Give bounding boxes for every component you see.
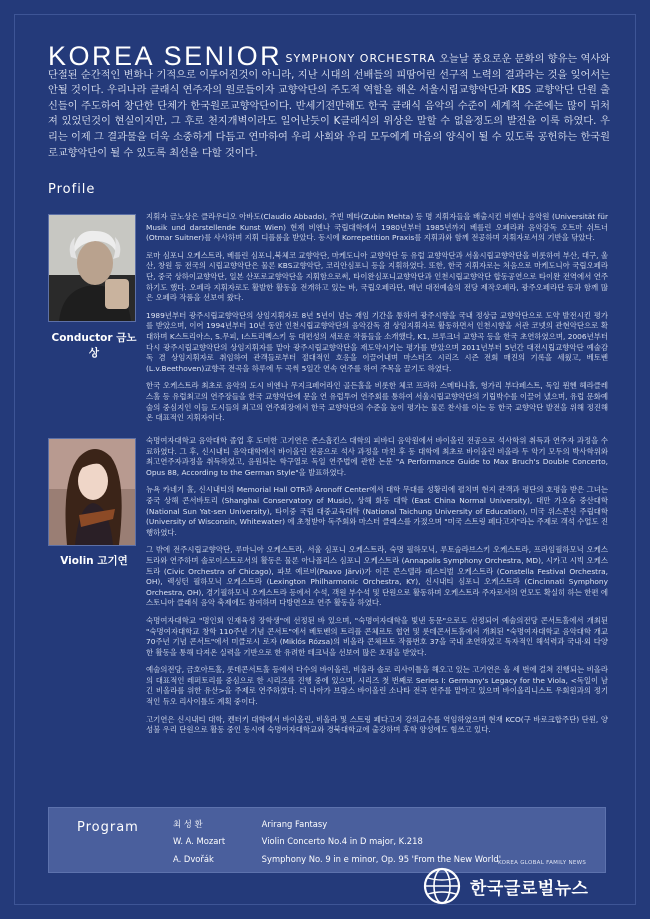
bio-paragraph: 예술의전당, 금호아트홀, 롯데콘서트홀 등에서 다수의 바이올린, 비올라 솔로 리사이틀을 해오고 있는 고기연은 올 세 번에 걸쳐 진행되는 비올라의 대표적인 레퍼토리를 중심으로 한 시리즈를 진행 중에 있으며, 시리즈 첫 번째로 Series I: Germany's Legacy for the Viola, <독일이 남긴 비올라를 위한 유산>을 주제로 연주하였다. 더 나아가 브람스 바이올린 소나타 전곡 연주를 맡아고 있으며 바이올리니스트 우회원과의 정기적인 듀오 리사이틀도 계획 중이다. bbox=[146, 665, 608, 707]
bio-paragraph: 숙명여자대학교 "명인회 인재육성 장학생"에 선정된 바 있으며, "숙명여자대학을 빛낸 동문"으로도 선정되어 예술의전당 콘서트홀에서 개최된 "숙명여자대학교 창학 110주년 기념 콘서트"에서 베토벤의 트리플 콘체르토 협연 및 롯데콘서트홀에서 개최된 "숙명여자대학교 음악대학 개교 70주년 기념 콘서트"에서 미클로시 로자 (Miklós Rózsa)의 비올라 콘체르토 작품번호 37을 국내 초연하였고 독자적인 해석력과 국내·외 다양한 활동을 통해 다져온 실력을 기반으로 한 유려한 테크닉을 선보여 많은 호평을 받았다. bbox=[146, 615, 608, 657]
program-composer: A. Dvořák bbox=[173, 854, 214, 864]
conductor-role: Conductor bbox=[51, 332, 113, 344]
watermark-caption: KOREA GLOBAL FAMILY NEWS bbox=[498, 860, 587, 866]
violinist-name: 고기연 bbox=[97, 555, 128, 567]
bio-paragraph: 숙명여자대학교 음악대학 졸업 후 도미한 고기연은 존스홉킨스 대학의 피바디 음악원에서 바이올린 전공으로 석사학위 취득과 연주자 과정을 수료하였다. 그 후, 신시내티 음악대학에서 바이올린 전공으로 석사 과정을 마친 후 동 대학에 최초로 바이올린 비올라 두 악기 모두의 박사학위와 최고연주자과정을 취득하였고, 음원되는 학구열로 독일 연주법에 관한 논문 "A Performance Guide to Max Bruch's Double Concerto, Opus 88, According to the German Style"을 발표하였다. bbox=[146, 436, 608, 477]
program-composer: W. A. Mozart bbox=[173, 836, 226, 846]
profile-heading: Profile bbox=[48, 182, 96, 197]
program-item bbox=[173, 836, 423, 846]
news-watermark bbox=[420, 860, 640, 910]
intro-body: 오늘날 풍요로운 문화의 향유는 역사와 단절된 순간적인 변화나 기적으로 이루어진것이 아니라, 지난 시대의 선배들의 피땀어린 선구적 노력의 결과라는 것을 잊어서는 안될 것이다. 우리나라 클래식 연주자의 원로들이자 교향악단의 주도적 역할을 해온 서울시립교향악단과 KBS 교향악단 단원 출신들이 주도하여 창단한 단체가 한국원로교향악단이다. 반세기전만해도 한국 클래식 음악의 수준이 세계적 수준에는 많이 뒤처져 있었던것이 현실이지만, 그 후로 천지개벽이라도 일어난듯이 K클래식의 위상은 말할 수 없을정도의 발전을 이룩 하였다. 우리는 이제 그 결과물을 더욱 소중하게 다듬고 연마하여 우리 사회와 우리 모두에게 마음의 양식이 될 수 있도록 공헌하는 한국원로교향악단이 될 수 있도록 최선을 다할 것이다. bbox=[48, 54, 610, 159]
program-item bbox=[173, 818, 327, 830]
conductor-bio bbox=[146, 212, 608, 431]
orchestra-subtitle: SYMPHONY ORCHESTRA bbox=[285, 52, 436, 65]
conductor-photo bbox=[48, 214, 136, 322]
program-work: Symphony No. 9 in e minor, Op. 95 'From the New World' bbox=[261, 854, 502, 864]
intro-text bbox=[48, 41, 610, 161]
conductor-caption bbox=[48, 330, 140, 360]
conductor-name: 금노상 bbox=[88, 332, 137, 359]
bio-paragraph: 지휘자 금노상은 클라우디오 아바도(Claudio Abbado), 주빈 메타(Zubin Mehta) 등 명 지휘자들을 배출시킨 비엔나 음악원 (Universität für Musik und darstellende Kunst Wien) 현재 비엔나 국립대학에서 1980년부터 1985년까지 베를린 오페라좌 음악감독 오트마 쉬트너(Otmar Suitner)를 사사하며 지휘 디플롬을 받았다. 동시에 Korrepetition Praxis를 지휘과와 함께 전공하며 지휘자로서의 기반을 닦았다. bbox=[146, 212, 608, 243]
program-work: Violin Concerto No.4 in D major, K.218 bbox=[261, 836, 423, 846]
bio-paragraph: 한국 오케스트라 최초로 음악의 도시 비엔나 무지크페어라인 골든홀을 비롯한 체코 프라하 스메타나홀, 헝가리 부다페스트, 독일 뮌헨 헤라클레스홀 등 유럽최고의 연주장들을 한국 교향악단에 문을 연 유럽투어 연주회를 통하여 서울시립교향악단의 기립박수를 이끌어 냈으며, 유럽 문화예술의 중심지인 이들 도시들의 최고의 연주회장에서 한국 교향악단의 수준을 높이 평가는 물론 찬사를 이는 등 한국 교향악단 발전을 위해 정진해온 대표적인 지휘자이다. bbox=[146, 381, 608, 423]
bio-paragraph: 1989년부터 광주시립교향악단의 상임지휘자로 8년 5년이 넘는 재임 기간을 통하여 광주시향을 국내 정상급 교향악단으로 도약 발전시킨 평가를 받았으며, 이어 1994년부터 10년 동안 인천시립교향악단의 음악감독 겸 상임지휘자로 활동하면서 인천시향을 서관 코넷의 관현악단으로 확대하며 K스트리아스, S.무피, I스트리벡스키 등 대편성의 새로운 작품들을 소개했다, K1, 브루크너 교향곡 등을 한국 초연하였으며, 2006년부터 다시 광주시립교향악단의 상임지휘자를 맡아 광주시립교향악단을 재도약시키는 평가를 받았으며 2011년부터 5년간 대전시립교향악단 예술감독 겸 상임지휘자로 취임하여 관객들로부터 절대적인 호응을 이끌어내며 마스터즈 시리즈 시즌 전회 매진의 기록을 세웠고, 베토벤(L.v.Beethoven)교향곡 전곡을 하루에 두 곡씩 5일간 연속 연주를 하여 주목을 끌기도 하였다. bbox=[146, 310, 608, 373]
globe-icon bbox=[422, 866, 462, 910]
bio-paragraph: 뉴욕 카네기 홀, 신시내티의 Memorial Hall OTR과 Aronoff Center에서 대학 무대를 성황리에 펼치며 현지 관객과 평단의 호평을 받은 그녀는 중국 상해 콘서바토리 (Shanghai Conservatory of Music), 상해 화동 대학 (East China Normal University), 대만 가오슝 중산대학 (National Sun Yat-sen University), 타이중 국립 대중교육대학 (National Taichung University of Education), 미국 위스콘신 주립대학 (University of Wisconsin, Whitewater) 에 초청받아 독주회와 마스터 클래스를 가졌으며 "미국 스트링 페다고지"라는 주제로 객석 수업도 진행하였다. bbox=[146, 485, 608, 537]
program-heading: Program bbox=[77, 820, 139, 835]
bio-paragraph: 로마 심포니 오케스트라, 베를린 심포니,북체코 교향악단, 마케도니아 교향악단 등 유럽 교향악단과 서울시립교향악단을 비롯하여 부산, 대구, 울산, 창원 등 전국의 시립교향악단은 물론 KBS교향악단, 코리안심포니 등을 지휘하였다. 또한, 한국 지휘자로는 처음으로 마케도니아 국립오페라단, 중국 상하이교향악단, 일본 산포로교향악단을 지휘함으로써, 타이완심포니교향악단과 인천시립교향악단 합동공연으로 타이완 전역에서 연주하기도 했다. 오페라 지휘자로도 활발한 활동을 전개하고 있는 바, 국립오페라단, 매년 대전예술의 전당 제작오페라, 광주오페라단 등과 함께 많은 오페라 작품을 선보여 왔다. bbox=[146, 250, 608, 303]
violinist-role: Violin bbox=[60, 555, 94, 567]
violinist-bio bbox=[146, 436, 608, 743]
program-composer: 최 성 환 bbox=[173, 819, 203, 829]
bio-paragraph: 그 밖에 전주시립교향악단, 루마니아 오케스트라, 서울 심포니 오케스트라, 숙명 필하모닉, 루토슬라브스키 오케스트라, 프라임필하모닉 오케스트라와 연주하며 솔로이스트로서의 활동은 물론 아나폴리스 심포니 오케스트라 (Annapolis Symphony Orchestra, MD), 시카고 시빅 오케스트라 (Civic Orchestra of Chicago), 파보 예르비(Paavo Järvi)가 이끈 콘스텔라 페스티벌 오케스트라 (Constella Festival Orchestra, OH), 렉싱턴 필하모닉 오케스트라 (Lexington Philharmonic Orchestra, KY), 신시내티 심포니 오케스트라 (Cincinnati Symphony Orchestra, OH), 경기필하모닉 오케스트라 등에서 수석, 객원 부수석 및 단원으로 활동하며 오케스트라 주자로서의 연모도 확실히 하는 한편 에스토니아 클래식 음악 축제에도 참여하며 다방면으로 연주 활동을 하였다. bbox=[146, 545, 608, 608]
orchestra-title: KOREA SENIOR bbox=[48, 41, 283, 71]
bio-paragraph: 고기연은 신시내티 대학, 켄터키 대학에서 바이올린, 비올라 및 스트링 페다고지 강의교수를 역임하였으며 현재 KCO(구 바로크합주단) 단원, 양성불 우리 단원으로 활동 중인 동시에 숙명여자대학교와 경북대학교에 출강하며 후학 양성에도 힘쓰고 있다. bbox=[146, 714, 608, 735]
watermark-name: 한국글로벌뉴스 bbox=[470, 879, 589, 899]
violinist-photo bbox=[48, 438, 136, 546]
program-work: Arirang Fantasy bbox=[261, 819, 328, 829]
violinist-caption bbox=[48, 553, 140, 568]
